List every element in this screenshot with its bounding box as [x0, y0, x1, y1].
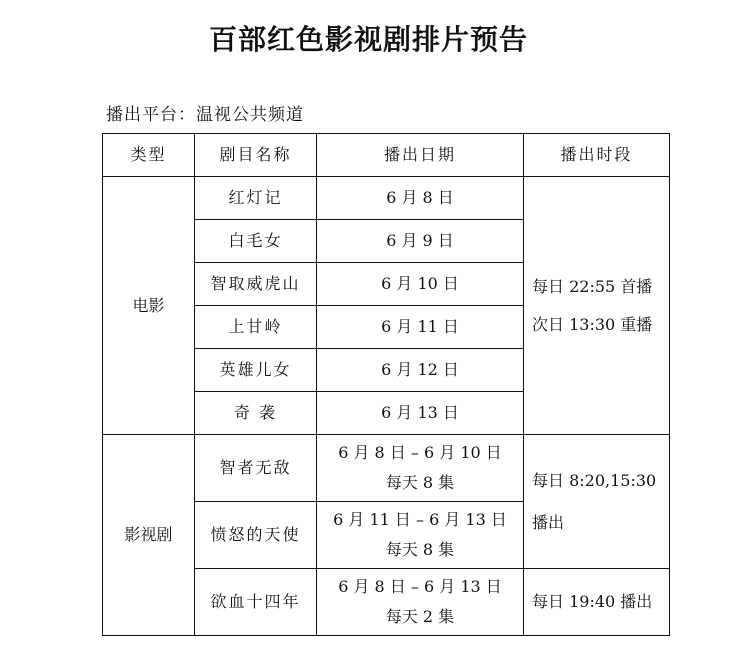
broadcast-date: 6 月 11 日: [317, 306, 524, 349]
table-row: [103, 435, 670, 502]
program-name: 红灯记: [195, 177, 317, 220]
program-name: 英雄儿女: [195, 349, 317, 392]
episodes-per-day: 每天 8 集: [385, 540, 455, 559]
program-name: 奇 袭: [195, 392, 317, 435]
program-name: 愤怒的天使: [195, 502, 317, 569]
broadcast-date: 6 月 10 日: [317, 263, 524, 306]
table-header-row: [103, 134, 670, 177]
slot-line: 每日 8:20,15:30: [532, 470, 657, 490]
program-name: 白毛女: [195, 220, 317, 263]
document-title: 百部红色影视剧排片预告: [208, 23, 528, 56]
slot-cell-tv-b: 每日 19:40 播出: [524, 569, 670, 636]
broadcast-date: [317, 502, 524, 569]
program-name: 智者无敌: [195, 435, 317, 502]
program-name: 欲血十四年: [195, 569, 317, 636]
header-slot: 播出时段: [524, 134, 670, 177]
slot-line: 每日 22:55 首播: [532, 276, 653, 296]
date-range: 6 月 8 日 – 6 月 13 日: [338, 577, 502, 596]
slot-cell-tv-a: [524, 435, 670, 569]
table-row: [103, 177, 670, 220]
broadcast-date: 6 月 9 日: [317, 220, 524, 263]
slot-line: 播出: [532, 512, 565, 532]
header-name: 剧目名称: [195, 134, 317, 177]
slot-cell-film: [524, 177, 670, 435]
date-range: 6 月 8 日 – 6 月 10 日: [338, 443, 502, 462]
broadcast-date: 6 月 12 日: [317, 349, 524, 392]
type-cell-tv: 影视剧: [103, 435, 195, 636]
header-date: 播出日期: [317, 134, 524, 177]
episodes-per-day: 每天 8 集: [385, 473, 455, 492]
broadcast-platform: 播出平台：温视公共频道: [106, 105, 304, 125]
program-name: 上甘岭: [195, 306, 317, 349]
broadcast-date: [317, 569, 524, 636]
type-cell-film: 电影: [103, 177, 195, 435]
episodes-per-day: 每天 2 集: [385, 607, 455, 626]
slot-line: 次日 13:30 重播: [532, 314, 653, 334]
header-type: 类型: [103, 134, 195, 177]
broadcast-date: 6 月 13 日: [317, 392, 524, 435]
broadcast-date: 6 月 8 日: [317, 177, 524, 220]
broadcast-date: [317, 435, 524, 502]
program-name: 智取威虎山: [195, 263, 317, 306]
date-range: 6 月 11 日 – 6 月 13 日: [333, 510, 507, 529]
schedule-table: [102, 133, 670, 636]
